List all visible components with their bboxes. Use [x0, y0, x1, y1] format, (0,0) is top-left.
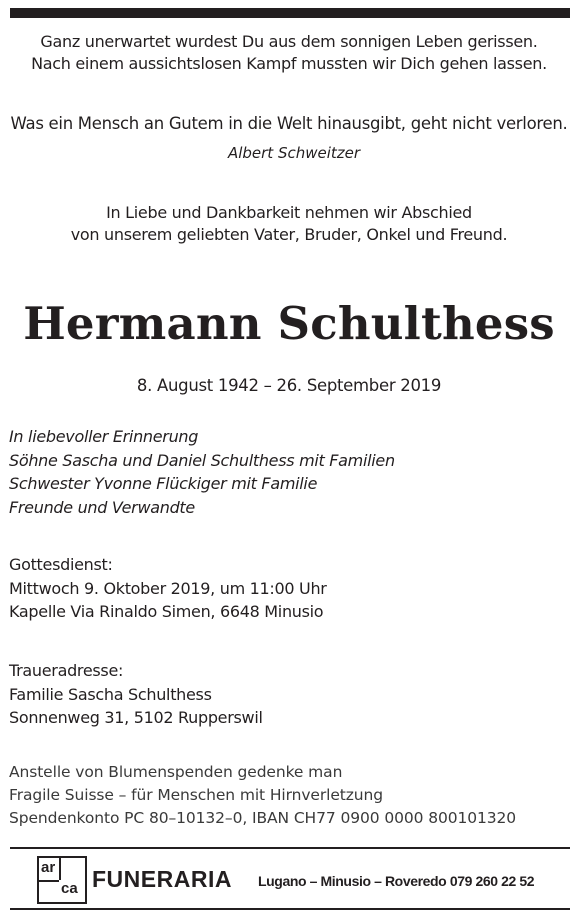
logo-divider — [59, 858, 61, 880]
mourning-address — [9, 659, 569, 730]
mourners-list — [9, 425, 569, 519]
service-info — [9, 553, 569, 624]
intro-text — [0, 31, 578, 75]
farewell-line-2: von unserem geliebten Vater, Bruder, Onkel und Freund. — [70, 225, 508, 244]
company-contact: Lugano – Minusio – Roveredo 079 260 22 52 — [258, 873, 535, 889]
address-name: Familie Sascha Schulthess — [9, 684, 212, 704]
mourner-line: In liebevoller Erinnerung — [9, 427, 199, 446]
logo-divider — [39, 880, 59, 882]
address-heading: Traueradresse: — [9, 661, 124, 680]
donation-info — [9, 761, 569, 830]
top-rule — [10, 8, 570, 18]
footer-bottom-rule — [10, 908, 570, 910]
quote-author: Albert Schweitzer — [227, 144, 361, 162]
farewell-text — [0, 202, 578, 246]
address-street: Sonnenweg 31, 5102 Rupperswil — [9, 708, 263, 727]
mourner-line: Freunde und Verwandte — [9, 497, 195, 517]
intro-line-2: Nach einem aussichtslosen Kampf mussten wir Dich gehen lassen. — [31, 54, 547, 73]
logo-text-bottom: ca — [61, 880, 78, 897]
footer-top-rule — [10, 847, 570, 849]
mourner-line: Söhne Sascha und Daniel Schulthess mit Familien — [9, 450, 395, 470]
donation-line-1: Anstelle von Blumenspenden gedenke man — [9, 763, 343, 781]
donation-line-2: Fragile Suisse – für Menschen mit Hirnverletzung — [9, 786, 383, 804]
service-heading: Gottesdienst: — [9, 555, 113, 574]
intro-line-1: Ganz unerwartet wurdest Du aus dem sonnigen Leben gerissen. — [40, 32, 538, 51]
logo-text-top: ar — [41, 859, 56, 876]
company-name: FUNERARIA — [92, 866, 232, 892]
arca-logo — [37, 856, 87, 904]
life-dates: 8. August 1942 – 26. September 2019 — [136, 376, 442, 395]
service-location: Kapelle Via Rinaldo Simen, 6648 Minusio — [9, 602, 324, 621]
service-datetime: Mittwoch 9. Oktober 2019, um 11:00 Uhr — [9, 578, 327, 598]
deceased-name: Hermann Schulthess — [23, 297, 555, 350]
mourner-line: Schwester Yvonne Flückiger mit Familie — [9, 474, 318, 493]
farewell-line-1: In Liebe und Dankbarkeit nehmen wir Abschied — [106, 203, 472, 222]
quote-text: Was ein Mensch an Gutem in die Welt hinausgibt, geht nicht verloren. — [10, 114, 568, 133]
donation-line-3: Spendenkonto PC 80–10132–0, IBAN CH77 0900 0000 800101320 — [9, 809, 517, 827]
